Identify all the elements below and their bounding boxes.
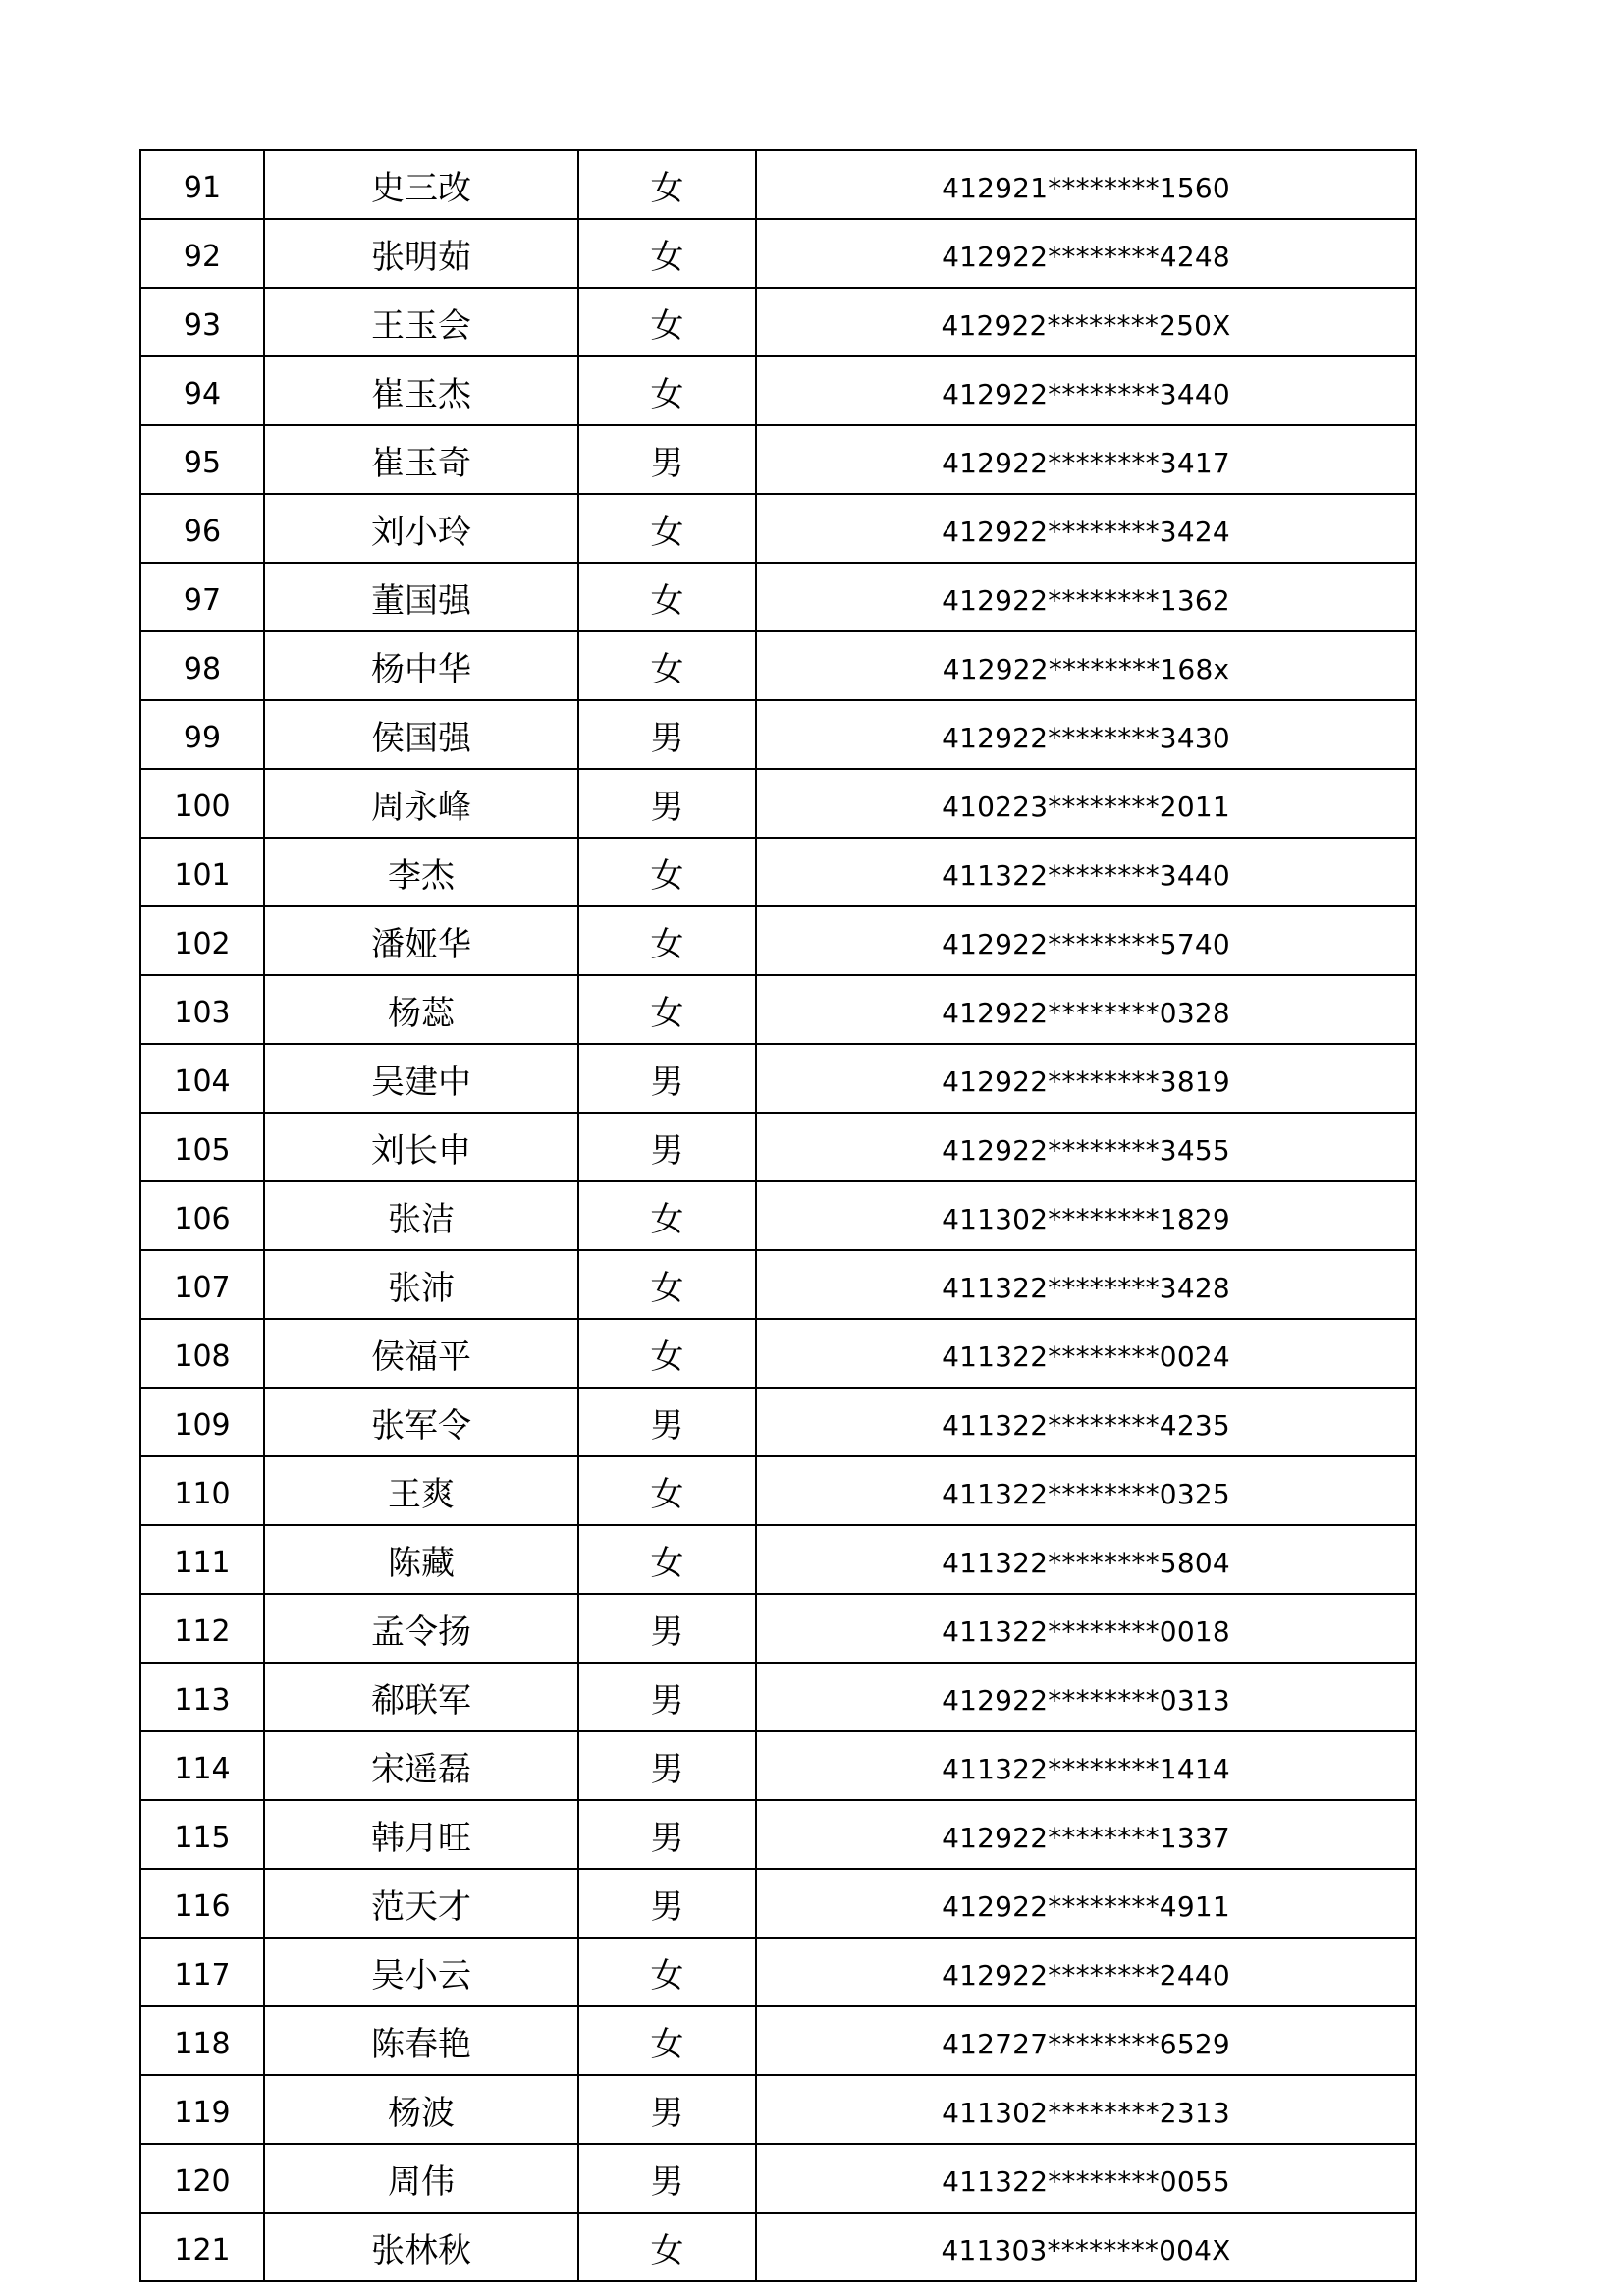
id-number: 412922********0313 <box>756 1663 1416 1731</box>
table-row <box>140 288 1416 356</box>
id-number: 411322********0325 <box>756 1456 1416 1525</box>
row-number: 92 <box>140 219 264 288</box>
gender: 女 <box>578 150 756 219</box>
person-name: 李杰 <box>264 838 578 906</box>
row-number: 119 <box>140 2075 264 2144</box>
id-number: 412921********1560 <box>756 150 1416 219</box>
id-number: 411322********3440 <box>756 838 1416 906</box>
table-row <box>140 1731 1416 1800</box>
table-row <box>140 219 1416 288</box>
row-number: 108 <box>140 1319 264 1388</box>
row-number: 101 <box>140 838 264 906</box>
gender: 男 <box>578 1663 756 1731</box>
id-number: 412922********4248 <box>756 219 1416 288</box>
person-name: 董国强 <box>264 563 578 631</box>
row-number: 94 <box>140 356 264 425</box>
row-number: 105 <box>140 1113 264 1181</box>
row-number: 98 <box>140 631 264 700</box>
table-row <box>140 425 1416 494</box>
row-number: 91 <box>140 150 264 219</box>
table-row <box>140 1869 1416 1938</box>
gender: 女 <box>578 563 756 631</box>
table-row <box>140 906 1416 975</box>
table-row <box>140 150 1416 219</box>
gender: 女 <box>578 1319 756 1388</box>
gender: 女 <box>578 1181 756 1250</box>
gender: 女 <box>578 2006 756 2075</box>
row-number: 97 <box>140 563 264 631</box>
person-name: 张林秋 <box>264 2213 578 2281</box>
row-number: 117 <box>140 1938 264 2006</box>
gender: 男 <box>578 1594 756 1663</box>
gender: 男 <box>578 700 756 769</box>
table-row <box>140 1525 1416 1594</box>
person-name: 陈春艳 <box>264 2006 578 2075</box>
id-number: 411302********1829 <box>756 1181 1416 1250</box>
gender: 男 <box>578 1800 756 1869</box>
id-number: 411322********0018 <box>756 1594 1416 1663</box>
gender: 男 <box>578 1869 756 1938</box>
id-number: 412922********4911 <box>756 1869 1416 1938</box>
roster-table <box>139 149 1417 2282</box>
gender: 女 <box>578 1250 756 1319</box>
id-number: 412922********3424 <box>756 494 1416 563</box>
gender: 女 <box>578 356 756 425</box>
id-number: 411322********4235 <box>756 1388 1416 1456</box>
person-name: 杨中华 <box>264 631 578 700</box>
table-row <box>140 838 1416 906</box>
person-name: 杨波 <box>264 2075 578 2144</box>
gender: 女 <box>578 219 756 288</box>
row-number: 99 <box>140 700 264 769</box>
table-row <box>140 2213 1416 2281</box>
person-name: 侯国强 <box>264 700 578 769</box>
id-number: 412922********1362 <box>756 563 1416 631</box>
id-number: 412922********3417 <box>756 425 1416 494</box>
table-row <box>140 769 1416 838</box>
person-name: 张军令 <box>264 1388 578 1456</box>
gender: 女 <box>578 906 756 975</box>
gender: 女 <box>578 2213 756 2281</box>
id-number: 412922********168x <box>756 631 1416 700</box>
person-name: 郗联军 <box>264 1663 578 1731</box>
id-number: 412727********6529 <box>756 2006 1416 2075</box>
row-number: 115 <box>140 1800 264 1869</box>
gender: 男 <box>578 769 756 838</box>
row-number: 118 <box>140 2006 264 2075</box>
row-number: 100 <box>140 769 264 838</box>
id-number: 411322********5804 <box>756 1525 1416 1594</box>
gender: 女 <box>578 838 756 906</box>
table-row <box>140 2075 1416 2144</box>
row-number: 102 <box>140 906 264 975</box>
person-name: 孟令扬 <box>264 1594 578 1663</box>
row-number: 96 <box>140 494 264 563</box>
row-number: 93 <box>140 288 264 356</box>
row-number: 116 <box>140 1869 264 1938</box>
id-number: 411322********0024 <box>756 1319 1416 1388</box>
person-name: 史三改 <box>264 150 578 219</box>
person-name: 张沛 <box>264 1250 578 1319</box>
id-number: 412922********3819 <box>756 1044 1416 1113</box>
person-name: 刘长申 <box>264 1113 578 1181</box>
gender: 女 <box>578 631 756 700</box>
person-name: 刘小玲 <box>264 494 578 563</box>
table-row <box>140 1594 1416 1663</box>
person-name: 陈藏 <box>264 1525 578 1594</box>
table-row <box>140 356 1416 425</box>
row-number: 109 <box>140 1388 264 1456</box>
person-name: 吴建中 <box>264 1044 578 1113</box>
table-row <box>140 1319 1416 1388</box>
table-row <box>140 700 1416 769</box>
row-number: 104 <box>140 1044 264 1113</box>
row-number: 121 <box>140 2213 264 2281</box>
id-number: 412922********0328 <box>756 975 1416 1044</box>
gender: 女 <box>578 1938 756 2006</box>
table-row <box>140 2006 1416 2075</box>
table-row <box>140 1388 1416 1456</box>
id-number: 411302********2313 <box>756 2075 1416 2144</box>
row-number: 110 <box>140 1456 264 1525</box>
table-row <box>140 2144 1416 2213</box>
row-number: 107 <box>140 1250 264 1319</box>
id-number: 411303********004X <box>756 2213 1416 2281</box>
person-name: 杨蕊 <box>264 975 578 1044</box>
id-number: 412922********250X <box>756 288 1416 356</box>
id-number: 412922********1337 <box>756 1800 1416 1869</box>
table-row <box>140 1044 1416 1113</box>
person-name: 吴小云 <box>264 1938 578 2006</box>
person-name: 张洁 <box>264 1181 578 1250</box>
person-name: 张明茹 <box>264 219 578 288</box>
gender: 女 <box>578 1525 756 1594</box>
gender: 男 <box>578 1113 756 1181</box>
table-row <box>140 1250 1416 1319</box>
person-name: 潘娅华 <box>264 906 578 975</box>
id-number: 411322********0055 <box>756 2144 1416 2213</box>
row-number: 95 <box>140 425 264 494</box>
person-name: 宋遥磊 <box>264 1731 578 1800</box>
table-row <box>140 1938 1416 2006</box>
person-name: 范天才 <box>264 1869 578 1938</box>
gender: 男 <box>578 425 756 494</box>
person-name: 周伟 <box>264 2144 578 2213</box>
row-number: 111 <box>140 1525 264 1594</box>
row-number: 103 <box>140 975 264 1044</box>
table-row <box>140 975 1416 1044</box>
row-number: 113 <box>140 1663 264 1731</box>
table-row <box>140 1181 1416 1250</box>
table-row <box>140 1113 1416 1181</box>
table-row <box>140 1456 1416 1525</box>
gender: 女 <box>578 975 756 1044</box>
table-row <box>140 563 1416 631</box>
id-number: 412922********5740 <box>756 906 1416 975</box>
table-row <box>140 631 1416 700</box>
id-number: 412922********3455 <box>756 1113 1416 1181</box>
roster-body <box>140 150 1416 2281</box>
table-row <box>140 1800 1416 1869</box>
table-row <box>140 1663 1416 1731</box>
gender: 男 <box>578 2075 756 2144</box>
id-number: 412922********3440 <box>756 356 1416 425</box>
person-name: 周永峰 <box>264 769 578 838</box>
id-number: 411322********1414 <box>756 1731 1416 1800</box>
id-number: 412922********2440 <box>756 1938 1416 2006</box>
row-number: 114 <box>140 1731 264 1800</box>
person-name: 韩月旺 <box>264 1800 578 1869</box>
gender: 女 <box>578 494 756 563</box>
gender: 女 <box>578 288 756 356</box>
gender: 男 <box>578 1044 756 1113</box>
id-number: 412922********3430 <box>756 700 1416 769</box>
row-number: 112 <box>140 1594 264 1663</box>
gender: 男 <box>578 1388 756 1456</box>
person-name: 崔玉杰 <box>264 356 578 425</box>
gender: 男 <box>578 1731 756 1800</box>
person-name: 王爽 <box>264 1456 578 1525</box>
person-name: 侯福平 <box>264 1319 578 1388</box>
id-number: 410223********2011 <box>756 769 1416 838</box>
gender: 男 <box>578 2144 756 2213</box>
gender: 女 <box>578 1456 756 1525</box>
person-name: 王玉会 <box>264 288 578 356</box>
row-number: 120 <box>140 2144 264 2213</box>
row-number: 106 <box>140 1181 264 1250</box>
person-name: 崔玉奇 <box>264 425 578 494</box>
table-row <box>140 494 1416 563</box>
id-number: 411322********3428 <box>756 1250 1416 1319</box>
